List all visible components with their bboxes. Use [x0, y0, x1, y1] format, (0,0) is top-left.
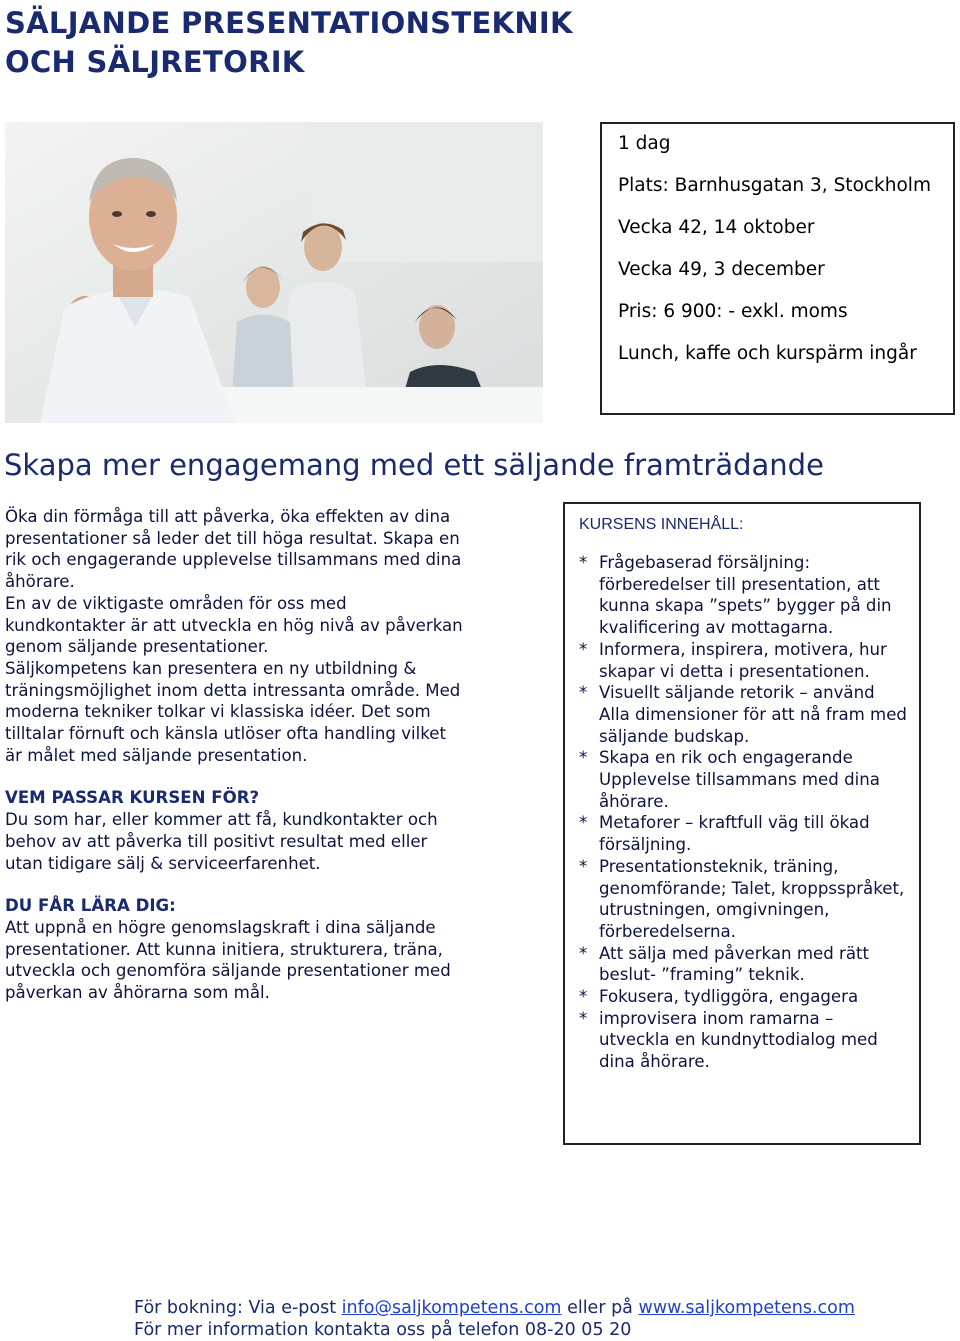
intro-paragraph-1: Öka din förmåga till att påverka, öka effekten av dina presentationer så leder det till höga resultat. Skapa en rik och engagerande upplevelse tillsammans med dina åhörare. [5, 507, 462, 592]
intro-paragraph-3: Säljkompetens kan presentera en ny utbildning & träningsmöjlighet inom detta intressanta område. Med moderna tekniker tolkar vi klassiska idéer. Det som tilltalar förnuft och känsla utlöser ofta handling vilket är målet med säljande presentation. [5, 658, 461, 765]
list-item: * Visuellt säljande retorik – använd Alla dimensioner för att nå fram med säljande budskap. [579, 683, 907, 746]
bullet-icon: * [579, 1008, 588, 1028]
headline: Skapa mer engagemang med ett säljande framträdande [4, 448, 824, 482]
bullet-icon: * [579, 748, 588, 768]
hero-photo [5, 122, 543, 423]
page-title [5, 4, 573, 82]
email-link[interactable]: info@saljkompetens.com [341, 1298, 562, 1318]
course-content-box [563, 502, 921, 1145]
bullet-icon: * [579, 553, 588, 572]
duration: 1 dag [618, 133, 671, 154]
title-line-1: SÄLJANDE PRESENTATIONSTEKNIK [5, 6, 573, 40]
content-heading: KURSENS INNEHÅLL: [579, 516, 744, 533]
price: Pris: 6 900: - exkl. moms [618, 301, 848, 322]
course-description [5, 506, 465, 1004]
website-link[interactable]: www.saljkompetens.com [638, 1298, 855, 1318]
date-1: Vecka 42, 14 oktober [618, 217, 815, 238]
bullet-icon: * [579, 813, 588, 833]
who-text: Du som har, eller kommer att få, kundkontakter och behov av att påverka till positivt resultat med eller utan tidigare sälj & serviceerfarenhet. [5, 810, 438, 873]
footer [134, 1297, 954, 1341]
phone-line: För mer information kontakta oss på telefon 08-20 05 20 [134, 1320, 632, 1340]
list-item: * Att sälja med påverkan med rätt beslut- ”framing” teknik. [579, 943, 870, 985]
title-line-2: OCH SÄLJRETORIK [5, 45, 305, 79]
booking-mid: eller på [567, 1298, 633, 1318]
included: Lunch, kaffe och kurspärm ingår [618, 343, 917, 364]
learn-heading: DU FÅR LÄRA DIG: [5, 896, 176, 916]
booking-prefix: För bokning: Via e-post [134, 1298, 337, 1318]
intro-paragraph-2: En av de viktigaste områden för oss med kundkontakter är att utveckla en hög nivå av påverkan genom säljande presentationer. [5, 593, 463, 657]
who-heading: VEM PASSAR KURSEN FÖR? [5, 788, 260, 808]
list-item: * improvisera inom ramarna – utveckla en kundnyttodialog med dina åhörare. [579, 1008, 878, 1072]
bullet-icon: * [579, 943, 588, 963]
booking-line [134, 1297, 954, 1319]
list-item: * Presentationsteknik, träning, genomförande; Talet, kroppsspråket, utrustningen, omgivningen, förberedelserna. [579, 856, 905, 941]
list-item: * Frågebaserad försäljning: förberedelser till presentation, att kunna skapa ”spets” bygger på din kvalificering av mottagarna. [579, 553, 892, 638]
bullet-icon: * [579, 856, 588, 876]
course-info-box [600, 122, 955, 415]
list-item: * Informera, inspirera, motivera, hur skapar vi detta i presentationen. [579, 639, 887, 681]
list-item: * Skapa en rik och engagerande Upplevelse tillsammans med dina åhörare. [579, 748, 880, 811]
bullet-icon: * [579, 987, 588, 1007]
bullet-icon: * [579, 639, 588, 659]
list-item: * Fokusera, tydliggöra, engagera [579, 987, 859, 1007]
location: Plats: Barnhusgatan 3, Stockholm [618, 175, 931, 196]
bullet-icon: * [579, 683, 588, 703]
date-2: Vecka 49, 3 december [618, 259, 825, 280]
learn-text: Att uppnå en högre genomslagskraft i dina säljande presentationer. Att kunna initiera, strukturera, träna, utveckla och genomföra säljande presentationer med påverkan av åhörarna som mål. [5, 917, 451, 1003]
list-item: * Metaforer – kraftfull väg till ökad försäljning. [579, 813, 870, 855]
content-list [579, 552, 909, 1073]
